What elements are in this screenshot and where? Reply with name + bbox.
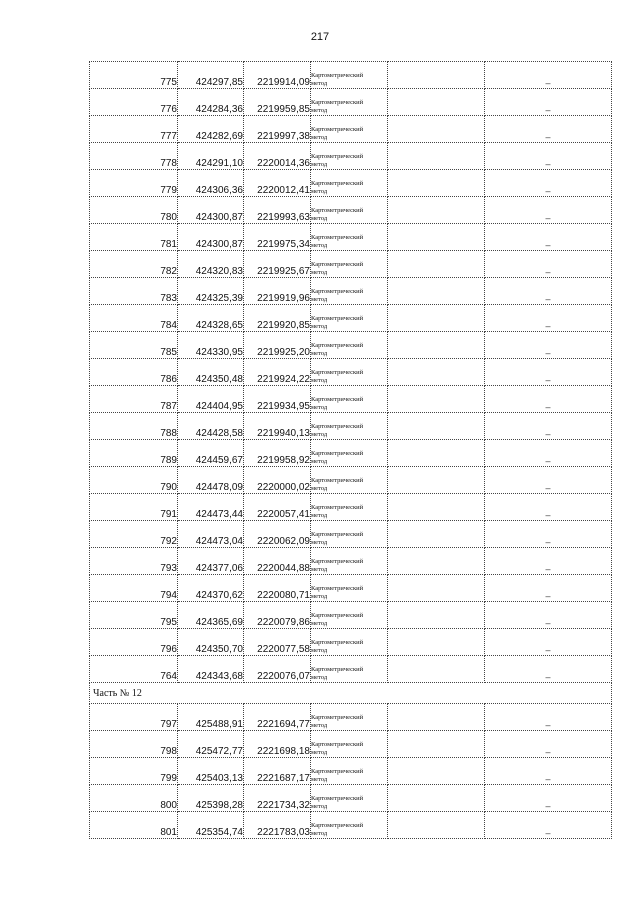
dash-cell: – — [485, 143, 612, 170]
method-cell — [311, 704, 388, 731]
coordinate-y: 2219914,09 — [244, 62, 311, 89]
empty-cell — [388, 656, 485, 683]
coordinate-y: 2219934,95 — [244, 386, 311, 413]
dash-cell: – — [485, 521, 612, 548]
table-row — [90, 467, 612, 494]
point-number: 797 — [90, 704, 178, 731]
method-label-line1: Картометрический — [311, 504, 364, 511]
table-row — [90, 758, 612, 785]
dash-cell: – — [485, 332, 612, 359]
coordinate-y: 2220076,07 — [244, 656, 311, 683]
coordinate-y: 2219920,85 — [244, 305, 311, 332]
method-label-line1: Картометрический — [311, 639, 364, 646]
method-label-line1: Картометрический — [311, 585, 364, 592]
dash-cell: – — [485, 278, 612, 305]
coordinate-x: 424478,09 — [178, 467, 244, 494]
method-label-line2: метод — [311, 296, 328, 303]
method-cell — [311, 197, 388, 224]
empty-cell — [388, 494, 485, 521]
point-number: 775 — [90, 62, 178, 89]
method-label-line1: Картометрический — [311, 234, 364, 241]
method-cell — [311, 62, 388, 89]
coordinate-x: 424282,69 — [178, 116, 244, 143]
coordinate-y: 2221687,17 — [244, 758, 311, 785]
point-number: 785 — [90, 332, 178, 359]
method-cell — [311, 521, 388, 548]
empty-cell — [388, 89, 485, 116]
method-cell — [311, 440, 388, 467]
coordinate-y: 2219997,38 — [244, 116, 311, 143]
point-number: 799 — [90, 758, 178, 785]
empty-cell — [388, 332, 485, 359]
dash-cell: – — [485, 575, 612, 602]
coordinate-y: 2219919,96 — [244, 278, 311, 305]
coordinate-x: 424297,85 — [178, 62, 244, 89]
table-row — [90, 359, 612, 386]
coordinate-x: 424300,87 — [178, 197, 244, 224]
coordinate-y: 2221694,77 — [244, 704, 311, 731]
coordinate-y: 2220062,09 — [244, 521, 311, 548]
dash-cell: – — [485, 704, 612, 731]
point-number: 783 — [90, 278, 178, 305]
empty-cell — [388, 548, 485, 575]
method-cell — [311, 602, 388, 629]
dash-cell: – — [485, 440, 612, 467]
method-label-line2: метод — [311, 830, 328, 837]
point-number: 779 — [90, 170, 178, 197]
dash-cell: – — [485, 494, 612, 521]
point-number: 791 — [90, 494, 178, 521]
coordinate-x: 424300,87 — [178, 224, 244, 251]
table-row — [90, 656, 612, 683]
method-label-line2: метод — [311, 803, 328, 810]
method-label-line2: метод — [311, 674, 328, 681]
table-row — [90, 812, 612, 839]
coordinate-x: 424306,36 — [178, 170, 244, 197]
coordinate-x: 424320,83 — [178, 251, 244, 278]
dash-cell: – — [485, 548, 612, 575]
coordinate-y: 2221698,18 — [244, 731, 311, 758]
dash-cell: – — [485, 629, 612, 656]
method-label-line1: Картометрический — [311, 531, 364, 538]
table-row — [90, 785, 612, 812]
coordinate-y: 2219924,22 — [244, 359, 311, 386]
dash-cell: – — [485, 413, 612, 440]
part-header-row — [90, 683, 612, 704]
method-label-line1: Картометрический — [311, 261, 364, 268]
method-cell — [311, 116, 388, 143]
method-cell — [311, 656, 388, 683]
method-label-line1: Картометрический — [311, 396, 364, 403]
method-label-line2: метод — [311, 161, 328, 168]
page-number: 217 — [310, 31, 330, 43]
method-cell — [311, 467, 388, 494]
method-label-line1: Картометрический — [311, 477, 364, 484]
point-number: 796 — [90, 629, 178, 656]
coordinate-x: 424325,39 — [178, 278, 244, 305]
coordinate-x: 424284,36 — [178, 89, 244, 116]
dash-cell: – — [485, 197, 612, 224]
point-number: 800 — [90, 785, 178, 812]
coordinate-y: 2220044,88 — [244, 548, 311, 575]
table-row — [90, 170, 612, 197]
empty-cell — [388, 170, 485, 197]
method-cell — [311, 758, 388, 785]
coordinate-x: 424459,67 — [178, 440, 244, 467]
empty-cell — [388, 704, 485, 731]
method-cell — [311, 731, 388, 758]
coordinate-x: 424328,65 — [178, 305, 244, 332]
empty-cell — [388, 758, 485, 785]
point-number: 789 — [90, 440, 178, 467]
coordinate-y: 2220014,36 — [244, 143, 311, 170]
empty-cell — [388, 785, 485, 812]
empty-cell — [388, 521, 485, 548]
table-row — [90, 602, 612, 629]
dash-cell: – — [485, 224, 612, 251]
point-number: 780 — [90, 197, 178, 224]
point-number: 793 — [90, 548, 178, 575]
method-label-line1: Картометрический — [311, 180, 364, 187]
method-cell — [311, 143, 388, 170]
dash-cell: – — [485, 305, 612, 332]
table-row — [90, 305, 612, 332]
point-number: 776 — [90, 89, 178, 116]
method-label-line2: метод — [311, 404, 328, 411]
coordinate-y: 2219958,92 — [244, 440, 311, 467]
method-label-line1: Картометрический — [311, 423, 364, 430]
coordinate-x: 424350,48 — [178, 359, 244, 386]
method-cell — [311, 575, 388, 602]
method-label-line1: Картометрический — [311, 795, 364, 802]
point-number: 778 — [90, 143, 178, 170]
table-row — [90, 548, 612, 575]
method-label-line2: метод — [311, 539, 328, 546]
point-number: 794 — [90, 575, 178, 602]
method-label-line1: Картометрический — [311, 315, 364, 322]
method-cell — [311, 224, 388, 251]
table-row — [90, 224, 612, 251]
method-cell — [311, 413, 388, 440]
method-label-line2: метод — [311, 566, 328, 573]
dash-cell: – — [485, 170, 612, 197]
coordinate-x: 424370,62 — [178, 575, 244, 602]
coordinate-x: 424404,95 — [178, 386, 244, 413]
dash-cell: – — [485, 731, 612, 758]
point-number: 786 — [90, 359, 178, 386]
method-label-line2: метод — [311, 647, 328, 654]
method-label-line2: метод — [311, 107, 328, 114]
method-cell — [311, 629, 388, 656]
coordinate-y: 2220000,02 — [244, 467, 311, 494]
table-row — [90, 440, 612, 467]
coordinate-x: 424365,69 — [178, 602, 244, 629]
point-number: 795 — [90, 602, 178, 629]
method-label-line2: метод — [311, 323, 328, 330]
empty-cell — [388, 575, 485, 602]
empty-cell — [388, 116, 485, 143]
method-label-line2: метод — [311, 134, 328, 141]
method-cell — [311, 494, 388, 521]
method-label-line1: Картометрический — [311, 612, 364, 619]
method-label-line2: метод — [311, 512, 328, 519]
coordinate-y: 2221734,32 — [244, 785, 311, 812]
coordinate-y: 2220077,58 — [244, 629, 311, 656]
method-label-line1: Картометрический — [311, 558, 364, 565]
table-row — [90, 197, 612, 224]
coordinate-y: 2219959,85 — [244, 89, 311, 116]
method-label-line2: метод — [311, 269, 328, 276]
empty-cell — [388, 143, 485, 170]
point-number: 782 — [90, 251, 178, 278]
table-row — [90, 413, 612, 440]
coordinate-x: 425488,91 — [178, 704, 244, 731]
coordinate-x: 424473,44 — [178, 494, 244, 521]
coordinate-x: 424343,68 — [178, 656, 244, 683]
dash-cell: – — [485, 656, 612, 683]
dash-cell: – — [485, 62, 612, 89]
table-row — [90, 278, 612, 305]
method-label-line2: метод — [311, 485, 328, 492]
method-label-line2: метод — [311, 80, 328, 87]
empty-cell — [388, 224, 485, 251]
method-label-line1: Картометрический — [311, 207, 364, 214]
empty-cell — [388, 305, 485, 332]
method-label-line1: Картометрический — [311, 288, 364, 295]
table-row — [90, 521, 612, 548]
method-label-line1: Картометрический — [311, 822, 364, 829]
method-cell — [311, 170, 388, 197]
method-label-line1: Картометрический — [311, 741, 364, 748]
empty-cell — [388, 62, 485, 89]
method-label-line1: Картометрический — [311, 72, 364, 79]
method-cell — [311, 359, 388, 386]
empty-cell — [388, 359, 485, 386]
method-label-line2: метод — [311, 749, 328, 756]
method-label-line2: метод — [311, 776, 328, 783]
empty-cell — [388, 731, 485, 758]
method-cell — [311, 332, 388, 359]
coordinate-y: 2220080,71 — [244, 575, 311, 602]
method-label-line1: Картометрический — [311, 714, 364, 721]
table-row — [90, 116, 612, 143]
method-cell — [311, 305, 388, 332]
method-cell — [311, 251, 388, 278]
dash-cell: – — [485, 602, 612, 629]
table-row — [90, 62, 612, 89]
dash-cell: – — [485, 359, 612, 386]
method-label-line2: метод — [311, 350, 328, 357]
table-row — [90, 143, 612, 170]
coordinate-x: 424428,58 — [178, 413, 244, 440]
point-number: 764 — [90, 656, 178, 683]
method-label-line2: метод — [311, 242, 328, 249]
method-label-line1: Картометрический — [311, 342, 364, 349]
method-label-line2: метод — [311, 458, 328, 465]
point-number: 798 — [90, 731, 178, 758]
method-cell — [311, 386, 388, 413]
method-label-line1: Картометрический — [311, 450, 364, 457]
point-number: 777 — [90, 116, 178, 143]
empty-cell — [388, 386, 485, 413]
table-row — [90, 731, 612, 758]
coordinate-y: 2220079,86 — [244, 602, 311, 629]
point-number: 784 — [90, 305, 178, 332]
coordinate-x: 425354,74 — [178, 812, 244, 839]
method-cell — [311, 278, 388, 305]
coordinate-y: 2220057,41 — [244, 494, 311, 521]
empty-cell — [388, 251, 485, 278]
coordinate-y: 2220012,41 — [244, 170, 311, 197]
table-row — [90, 386, 612, 413]
dash-cell: – — [485, 785, 612, 812]
point-number: 790 — [90, 467, 178, 494]
table-row — [90, 89, 612, 116]
coordinate-x: 425403,13 — [178, 758, 244, 785]
empty-cell — [388, 278, 485, 305]
dash-cell: – — [485, 386, 612, 413]
method-label-line2: метод — [311, 377, 328, 384]
dash-cell: – — [485, 758, 612, 785]
coordinate-x: 424473,04 — [178, 521, 244, 548]
method-label-line2: метод — [311, 620, 328, 627]
part-label: Часть № 12 — [90, 683, 612, 704]
empty-cell — [388, 467, 485, 494]
method-label-line1: Картометрический — [311, 768, 364, 775]
table-row — [90, 332, 612, 359]
empty-cell — [388, 812, 485, 839]
empty-cell — [388, 197, 485, 224]
dash-cell: – — [485, 116, 612, 143]
coordinate-x: 424377,06 — [178, 548, 244, 575]
table-row — [90, 494, 612, 521]
empty-cell — [388, 629, 485, 656]
dash-cell: – — [485, 467, 612, 494]
coordinate-x: 425398,28 — [178, 785, 244, 812]
method-label-line2: метод — [311, 593, 328, 600]
coordinate-y: 2219940,13 — [244, 413, 311, 440]
point-number: 801 — [90, 812, 178, 839]
table-row — [90, 251, 612, 278]
point-number: 787 — [90, 386, 178, 413]
coordinate-x: 424330,95 — [178, 332, 244, 359]
coordinate-y: 2221783,03 — [244, 812, 311, 839]
coordinate-y: 2219993,63 — [244, 197, 311, 224]
table-row — [90, 575, 612, 602]
point-number: 792 — [90, 521, 178, 548]
coordinate-y: 2219975,34 — [244, 224, 311, 251]
dash-cell: – — [485, 89, 612, 116]
method-cell — [311, 785, 388, 812]
method-label-line1: Картометрический — [311, 369, 364, 376]
coordinate-y: 2219925,20 — [244, 332, 311, 359]
coordinates-table — [89, 61, 612, 839]
coordinate-x: 424291,10 — [178, 143, 244, 170]
table-row — [90, 704, 612, 731]
method-label-line1: Картометрический — [311, 153, 364, 160]
empty-cell — [388, 440, 485, 467]
method-label-line1: Картометрический — [311, 126, 364, 133]
empty-cell — [388, 602, 485, 629]
method-cell — [311, 89, 388, 116]
method-label-line2: метод — [311, 722, 328, 729]
coordinate-y: 2219925,67 — [244, 251, 311, 278]
empty-cell — [388, 413, 485, 440]
coordinate-x: 424350,70 — [178, 629, 244, 656]
dash-cell: – — [485, 251, 612, 278]
point-number: 788 — [90, 413, 178, 440]
method-label-line2: метод — [311, 431, 328, 438]
method-cell — [311, 812, 388, 839]
dash-cell: – — [485, 812, 612, 839]
method-cell — [311, 548, 388, 575]
method-label-line2: метод — [311, 215, 328, 222]
method-label-line1: Картометрический — [311, 666, 364, 673]
table-row — [90, 629, 612, 656]
point-number: 781 — [90, 224, 178, 251]
method-label-line2: метод — [311, 188, 328, 195]
method-label-line1: Картометрический — [311, 99, 364, 106]
coordinate-x: 425472,77 — [178, 731, 244, 758]
